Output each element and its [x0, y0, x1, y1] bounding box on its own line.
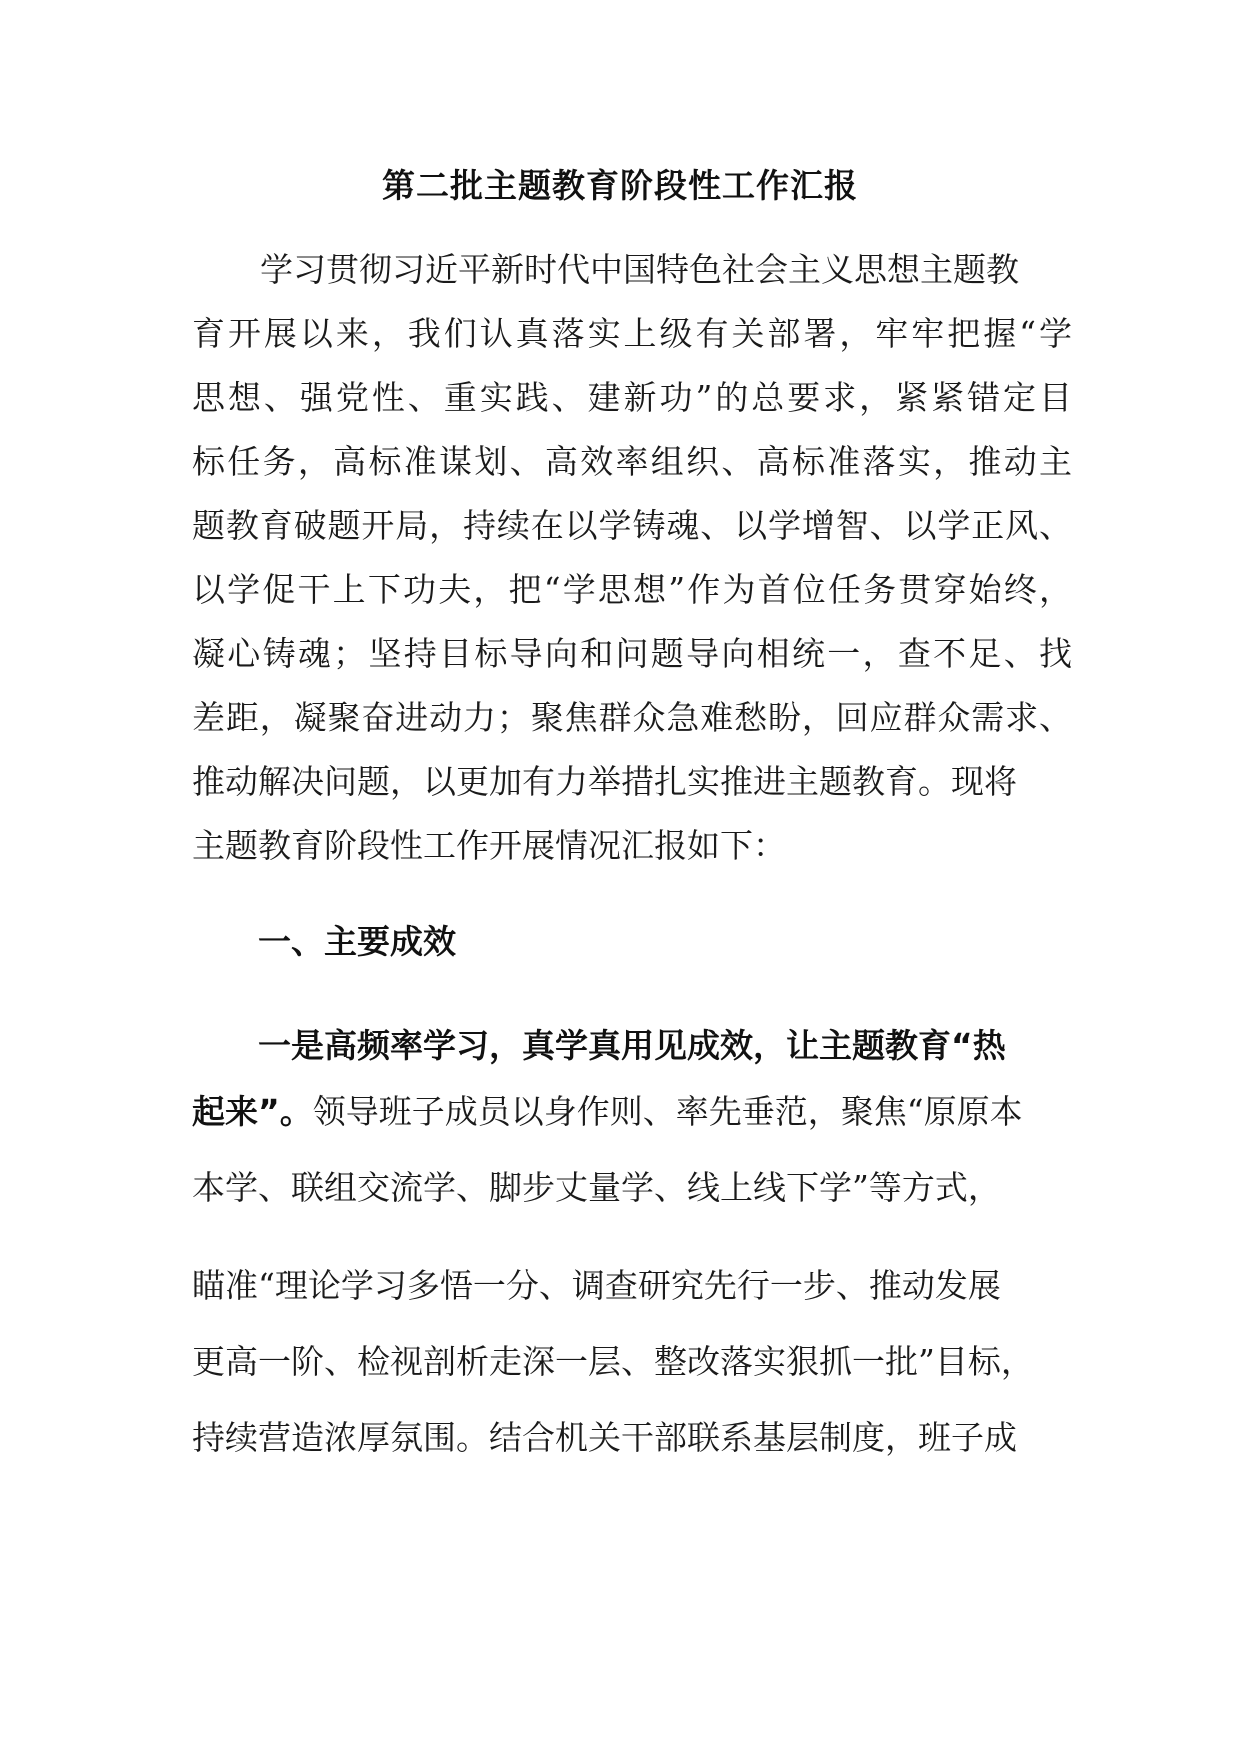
- point-one-line: 持续营造浓厚氛围。结合机关干部联系基层制度，班子成: [192, 1418, 1017, 1457]
- intro-line: 推动解决问题，以更加有力举措扎实推进主题教育。现将: [192, 762, 1017, 801]
- intro-line: 以学促干上下功夫，把“学思想”作为首位任务贯穿始终，: [192, 570, 1072, 609]
- intro-line: 学习贯彻习近平新时代中国特色社会主义思想主题教: [260, 250, 1019, 289]
- intro-line: 凝心铸魂；坚持目标导向和问题导向相统一，查不足、找: [192, 634, 1072, 673]
- intro-line: 标任务，高标准谋划、高效率组织、高标准落实，推动主: [192, 442, 1072, 481]
- intro-line: 思想、强党性、重实践、建新功”的总要求，紧紧错定目: [192, 378, 1072, 417]
- point-one-heading: 一是高频率学习，真学真用见成效，让主题教育“热: [258, 1026, 1006, 1065]
- point-one-line: 本学、联组交流学、脚步丈量学、线上线下学”等方式，: [192, 1168, 1001, 1207]
- intro-line: 主题教育阶段性工作开展情况汇报如下：: [192, 826, 786, 865]
- point-one-line: 瞄准“理论学习多悟一分、调查研究先行一步、推动发展: [192, 1266, 1001, 1305]
- document-title: 第二批主题教育阶段性工作汇报: [382, 166, 858, 205]
- intro-line: 题教育破题开局，持续在以学铸魂、以学增智、以学正风、: [192, 506, 1072, 545]
- section-heading: 一、主要成效: [258, 922, 456, 961]
- point-one-text: 领导班子成员以身作则、率先垂范，聚焦“原原本: [312, 1092, 1023, 1131]
- point-one-line: [192, 1090, 1023, 1134]
- intro-line: 差距，凝聚奋进动力；聚焦群众急难愁盼，回应群众需求、: [192, 698, 1072, 737]
- point-one-heading-end: 起来”。: [192, 1092, 313, 1131]
- point-one-line: 更高一阶、检视剖析走深一层、整改落实狠抓一批”目标，: [192, 1342, 1034, 1381]
- intro-line: 育开展以来，我们认真落实上级有关部署，牢牢把握“学: [192, 314, 1072, 353]
